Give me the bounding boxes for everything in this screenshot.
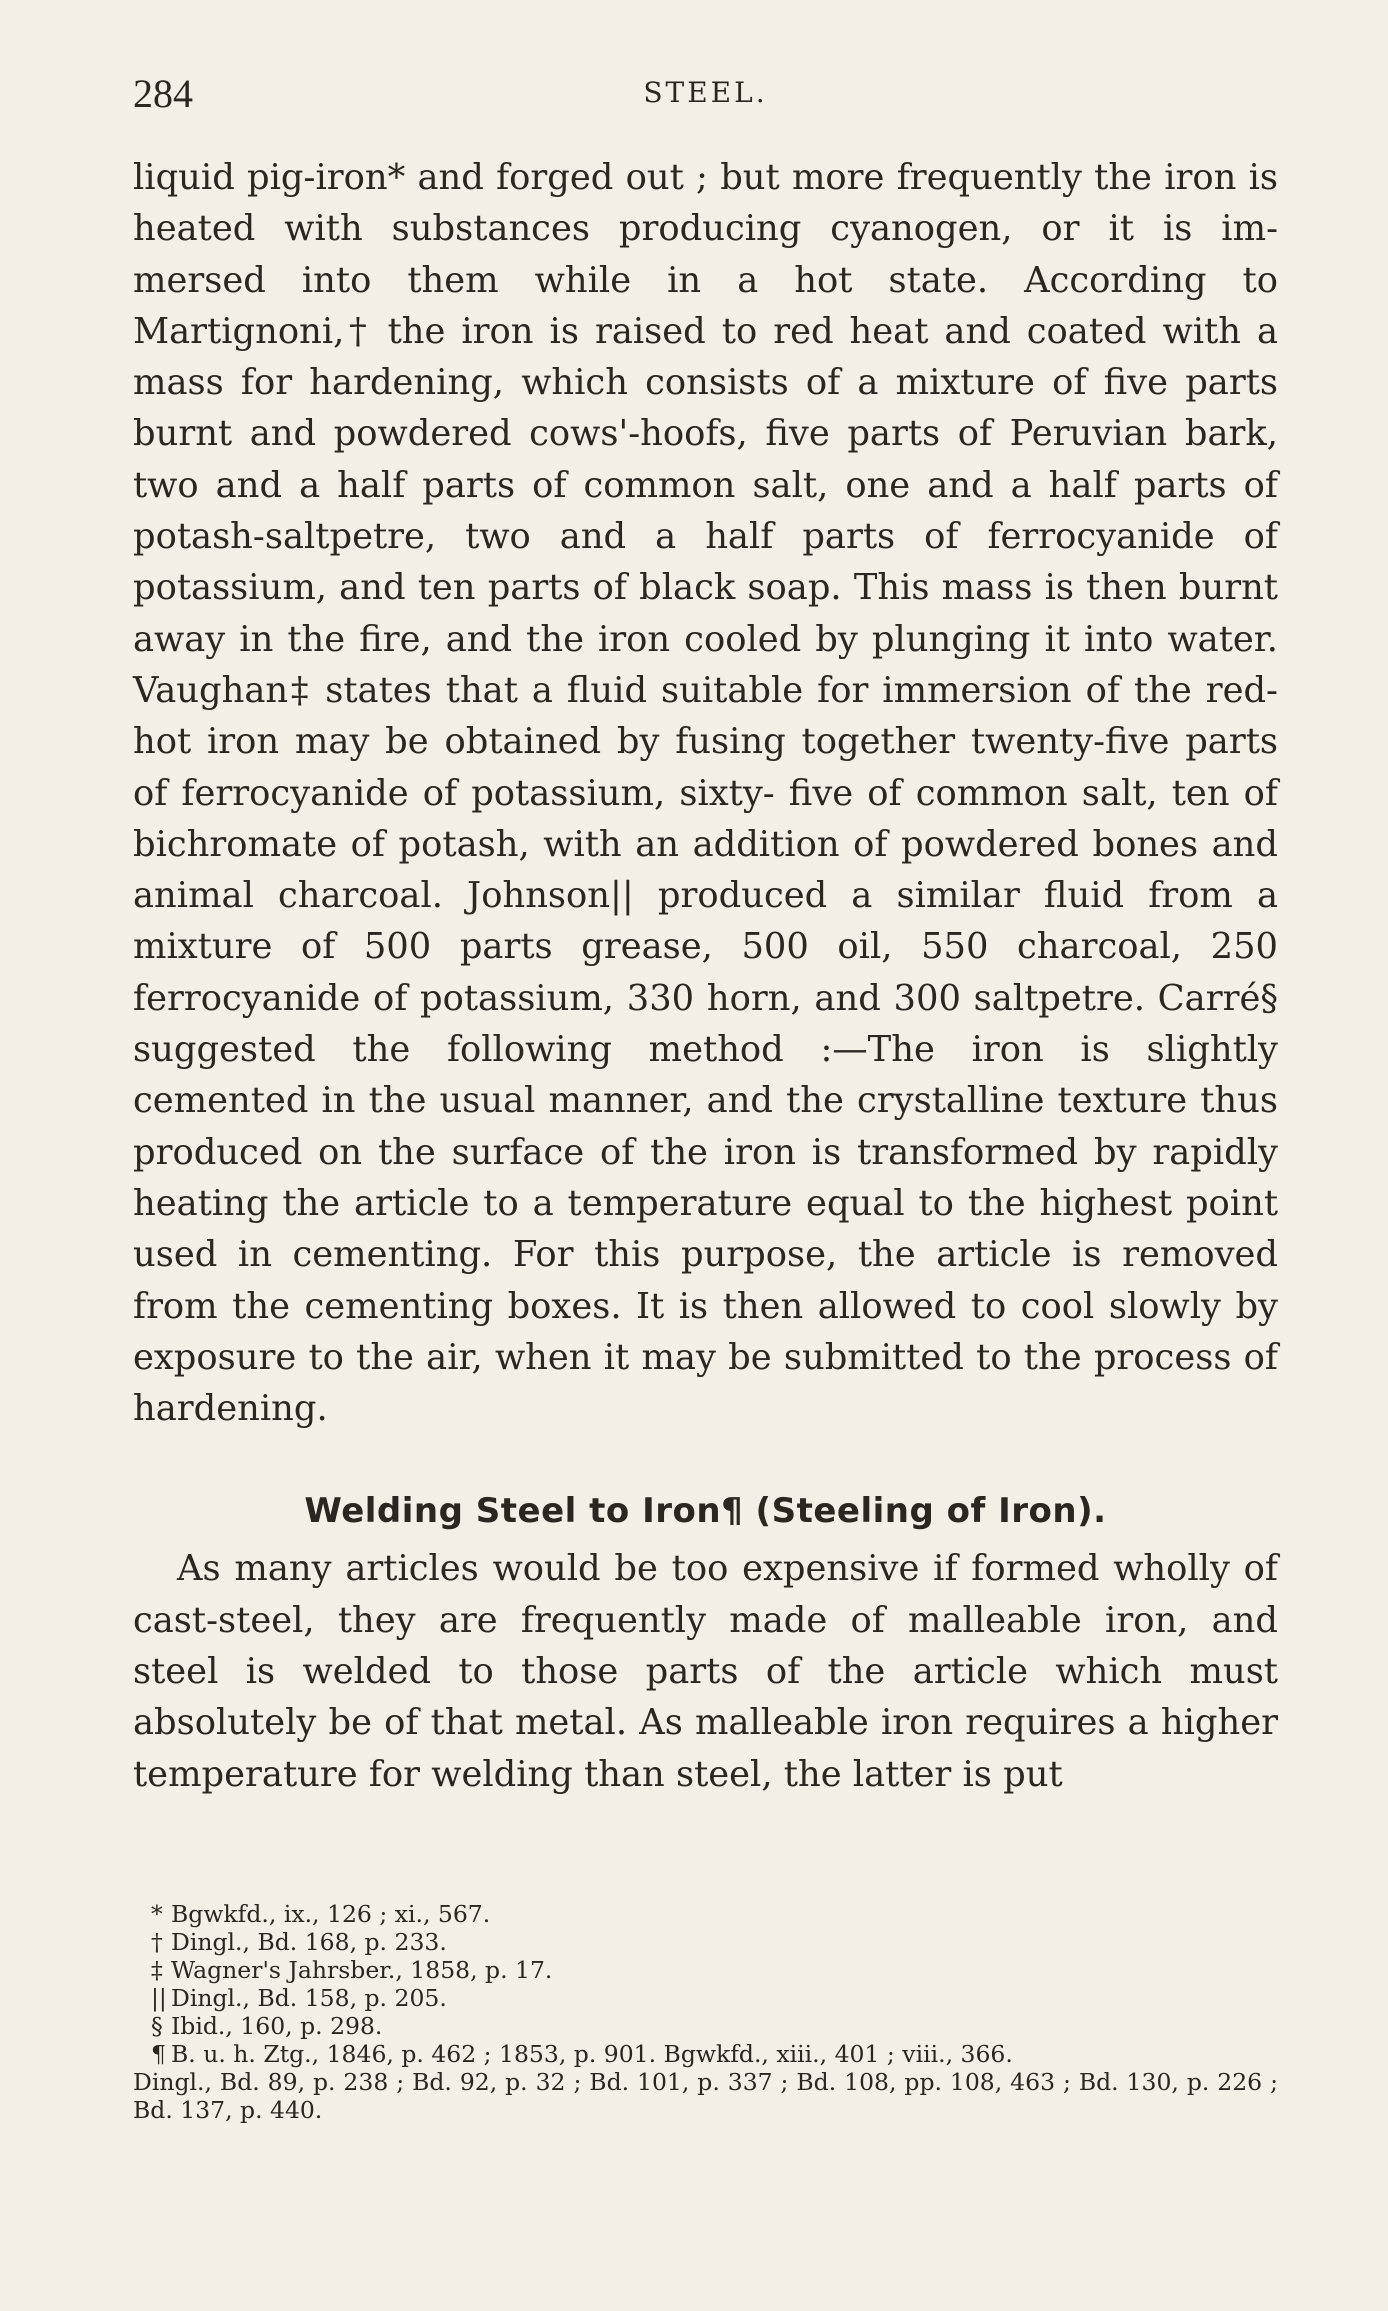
footnote-text: Ibid., 160, p. 298. — [171, 2012, 383, 2040]
footnote — [133, 1900, 1278, 1928]
footnote-mark: ¶ — [151, 2040, 166, 2068]
footnote-text: Dingl., Bd. 158, p. 205. — [171, 1984, 447, 2012]
footnote-text: Dingl., Bd. 168, p. 233. — [171, 1928, 447, 1956]
running-title: STEEL. — [643, 76, 768, 109]
footnote-text: B. u. h. Ztg., 1846, p. 462 ; 1853, p. 901. Bgwkfd., xiii., 401 ; viii., 366. — [171, 2040, 1013, 2068]
footnote-text: Bgwkfd., ix., 126 ; xi., 567. — [171, 1900, 491, 1928]
footnote-mark: * — [151, 1900, 163, 1928]
footnote-mark: ‡ — [151, 1956, 163, 1984]
footnote — [133, 1928, 1278, 1956]
footnotes — [133, 1900, 1278, 2124]
footnote — [133, 2040, 1278, 2124]
footnote — [133, 1956, 1278, 1984]
body-text — [133, 152, 1278, 1800]
footnote — [133, 1984, 1278, 2012]
footnote-text: Wagner's Jahrsber., 1858, p. 17. — [171, 1956, 553, 1984]
footnote — [133, 2012, 1278, 2040]
section-heading: Welding Steel to Iron¶ (Steeling of Iron). — [304, 1491, 1107, 1532]
paragraph-welding-steel: As many articles would be too expensive if formed wholly of cast-steel, they are frequently made of malleable iron, and steel is welded to those parts of the article which must absolutely be of that metal. As malleable iron requires a higher temperature for welding than steel, the latter is put — [133, 1548, 1278, 1795]
page-number: 284 — [133, 71, 193, 116]
footnote-continuation: Dingl., Bd. 89, p. 238 ; Bd. 92, p. 32 ; Bd. 101, p. 337 ; Bd. 108, pp. 108, 463 ; Bd. 130, p. 226 ; Bd. 137, p. 440. — [133, 2068, 1278, 2124]
footnote-mark: † — [151, 1928, 163, 1956]
footnote-mark: § — [151, 2012, 163, 2040]
running-head — [133, 70, 1278, 120]
footnote-mark: || — [151, 1984, 167, 2012]
paragraph-cementation-methods: liquid pig-iron* and forged out ; but more frequently the iron is heated with substances producing cyanogen, or it is im- mersed into them while in a hot state. According to Martignoni,† the iron is raised to red heat and coated with a mass for hardening, which consists of a mixture of five parts burnt and powdered cows'-hoofs, five parts of Peruvian bark, two and a half parts of common salt, one and a half parts of potash-saltpetre, two and a half parts of ferrocyanide of potassium, and ten parts of black soap. This mass is then burnt away in the fire, and the iron cooled by plunging it into water. Vaughan‡ states that a fluid suitable for immersion of the red-hot iron may be obtained by fusing together twenty-five parts of ferrocyanide of potassium, sixty- five of common salt, ten of bichromate of potash, with an addition of powdered bones and animal charcoal. Johnson|| produced a similar fluid from a mixture of 500 parts grease, 500 oil, 550 charcoal, 250 ferrocyanide of potassium, 330 horn, and 300 saltpetre. Carré§ suggested the following method :—The iron is slightly cemented in the usual manner, and the crystalline texture thus produced on the surface of the iron is transformed by rapidly heating the article to a temperature equal to the highest point used in cementing. For this purpose, the article is removed from the cementing boxes. It is then allowed to cool slowly by exposure to the air, when it may be submitted to the process of hardening. — [133, 157, 1278, 1430]
